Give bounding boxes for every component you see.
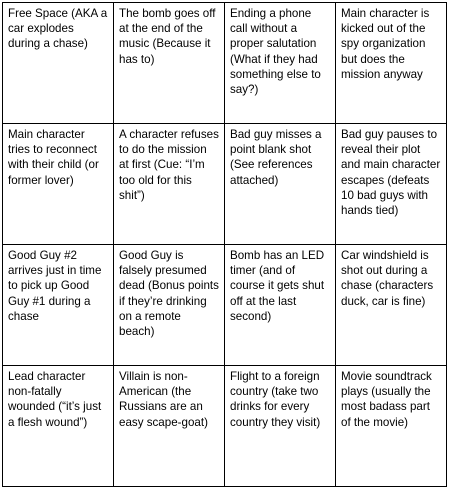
bingo-cell-text: Ending a phone call without a proper salutation (What if they had something else to say?)	[230, 7, 321, 97]
bingo-cell	[3, 124, 114, 245]
bingo-cell-text: Movie soundtrack plays (usually the most badass part of the movie)	[341, 370, 432, 429]
bingo-cell	[114, 124, 225, 245]
bingo-cell-text: Main character tries to reconnect with their child (or former lover)	[8, 128, 99, 187]
bingo-cell-text: Good Guy #2 arrives just in time to pick up Good Guy #1 during a chase	[8, 249, 102, 323]
bingo-cell-text: Lead character non-fatally wounded (“it’s just a flesh wound”)	[8, 370, 102, 429]
bingo-row	[3, 124, 447, 245]
bingo-cell	[225, 245, 336, 366]
bingo-cell-text: Main character is kicked out of the spy organization but does the mission anyway	[341, 7, 430, 81]
bingo-row	[3, 3, 447, 124]
bingo-cell	[225, 366, 336, 487]
bingo-cell-text: The bomb goes off at the end of the music (Because it has to)	[119, 7, 216, 66]
bingo-cell-text: Flight to a foreign country (take two drinks for every country they visit)	[230, 370, 321, 429]
bingo-cell-text: Bad guy pauses to reveal their plot and main character escapes (defeats 10 bad guys with hands tied)	[341, 128, 441, 218]
bingo-cell-text: Bad guy misses a point blank shot (See references attached)	[230, 128, 322, 187]
bingo-cell	[225, 124, 336, 245]
bingo-row	[3, 366, 447, 487]
bingo-cell-text: Bomb has an LED timer (and of course it gets shut off at the last second)	[230, 249, 325, 323]
bingo-cell	[3, 245, 114, 366]
bingo-cell-text: Villain is non-American (the Russians are an easy scape-goat)	[119, 370, 208, 429]
bingo-cell	[114, 3, 225, 124]
bingo-cell-text: Good Guy is falsely presumed dead (Bonus points if they’re drinking on a remote beach)	[119, 249, 219, 339]
bingo-cell-text: A character refuses to do the mission at first (Cue: “I’m too old for this shit”)	[119, 128, 219, 202]
bingo-cell	[114, 366, 225, 487]
bingo-cell	[225, 3, 336, 124]
bingo-cell-text: Free Space (AKA a car explodes during a chase)	[8, 7, 108, 51]
bingo-cell	[336, 3, 447, 124]
bingo-cell-text: Car windshield is shot out during a chase (characters duck, car is fine)	[341, 249, 434, 308]
bingo-row	[3, 245, 447, 366]
bingo-card-table	[2, 2, 447, 487]
bingo-cell	[3, 366, 114, 487]
bingo-cell	[336, 366, 447, 487]
bingo-cell	[336, 124, 447, 245]
bingo-cell	[3, 3, 114, 124]
bingo-cell	[114, 245, 225, 366]
bingo-cell	[336, 245, 447, 366]
